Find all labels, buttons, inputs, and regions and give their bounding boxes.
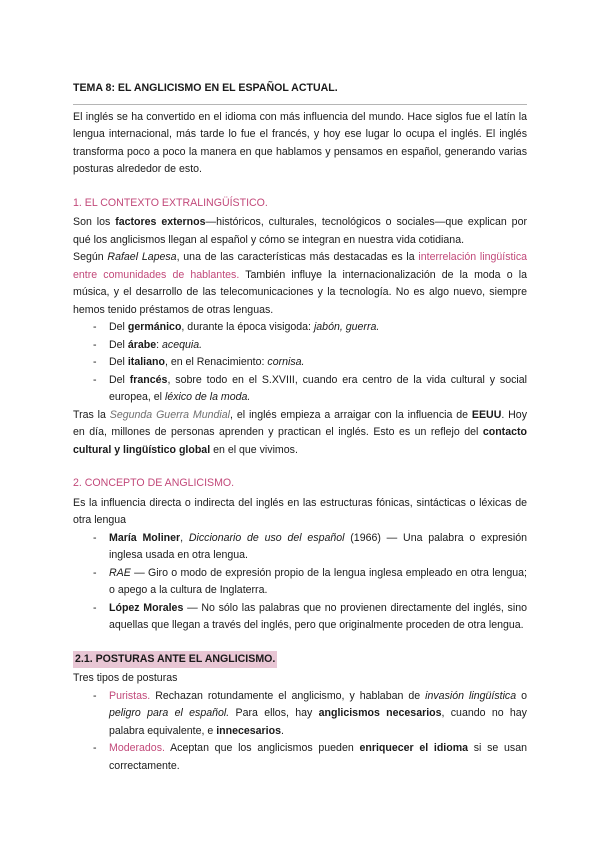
list-item: - Puristas. Rechazan rotundamente el anglicismo, y hablaban de invasión lingüística o peligro para el español. Para ellos, hay anglicismos necesarios, cuando no hay palabra equivalente, e innecesarios. [93,688,527,741]
section-1-paragraph-1: Son los factores externos—históricos, culturales, tecnológicos o sociales—que explican por qué los anglicismos llegan al español y cómo se integran en nuestra vida cotidiana. [73,216,527,246]
list-item: - Del italiano, en el Renacimiento: cornisa. [93,354,527,372]
list-item: - Del francés, sobre todo en el S.XVIII, cuando era centro de la vida cultural y social europea, el léxico de la moda. [93,372,527,407]
list-item: - RAE — Giro o modo de expresión propio de la lengua inglesa empleado en otra lengua; o apego a la cultura de Inglaterra. [93,565,527,600]
language-origins-list [73,319,527,407]
title-divider [73,104,527,105]
section-2-1-paragraph-1: Tres tipos de posturas [73,672,178,684]
list-item: - María Moliner, Diccionario de uso del español (1966) — Una palabra o expresión inglesa usada en otra lengua. [93,530,527,565]
definitions-list [73,530,527,635]
section-2-heading: 2. CONCEPTO DE ANGLICISMO. [73,477,235,489]
list-item: - López Morales — No sólo las palabras que no provienen directamente del inglés, sino aquellas que llegan a través del inglés, pero que originalmente proceden de otra lengua. [93,600,527,635]
section-1-paragraph-2: Según Rafael Lapesa, una de las características más destacadas es la interrelación lingüística entre comunidades de hablantes. También influye la internacionalización de la moda o la música, y el desarrollo de las telecomunicaciones y la tecnología. No es algo nuevo, siempre hemos tenido préstamos de otras lenguas. [73,251,528,316]
intro-paragraph: El inglés se ha convertido en el idioma con más influencia del mundo. Hace siglos fue el latín la lengua internacional, más tarde lo fue el francés, y hoy ese lugar lo ocupa el inglés. El inglés transforma poco a poco la manera en que hablamos y pensamos en español, generando varias posturas alrededor de esto. [73,110,527,175]
section-1-heading: 1. EL CONTEXTO EXTRALINGÜÍSTICO. [73,196,268,209]
list-item: - Del árabe: acequia. [93,337,527,355]
postures-list [73,688,527,776]
section-2-paragraph-1: Es la influencia directa o indirecta del inglés en las estructuras fónicas, sintácticas o léxicas de otra lengua [73,496,527,526]
section-2-1-heading: 2.1. POSTURAS ANTE EL ANGLICISMO. [73,651,277,669]
section-1-paragraph-3: Tras la Segunda Guerra Mundial, el inglés empieza a arraigar con la influencia de EEUU. Hoy en día, millones de personas aprenden y practican el inglés. Esto es un reflejo del contacto cultural y lingüístico global en el que vivimos. [73,408,527,456]
document-content [73,80,527,775]
section-2-1-heading-wrap [73,635,527,671]
list-item: - Del germánico, durante la época visigoda: jabón, guerra. [93,319,527,337]
list-item: - Moderados. Aceptan que los anglicismos pueden enriquecer el idioma si se usan correctamente. [93,740,527,775]
page-title: TEMA 8: EL ANGLICISMO EN EL ESPAÑOL ACTUAL. [73,82,338,94]
